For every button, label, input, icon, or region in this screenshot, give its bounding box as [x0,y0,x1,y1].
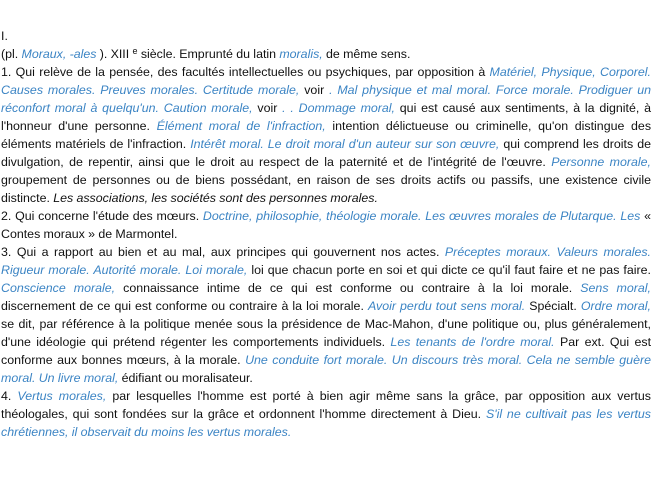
definition-text: qui est causé aux sentiments, à la dignité, à l'honneur d'une personne. [1,101,651,133]
example-text: Intérêt moral. Le droit moral d'un auteur sur son œuvre, [190,137,500,151]
definition-text: Spécialt. [525,299,581,313]
etymology-text: siècle. Emprunté du latin [140,47,277,61]
example-text: S'il ne cultivait pas les vertus chrétiennes, il observait du moins les vertus morales. [1,407,651,439]
dictionary-entry [1,27,651,441]
definition-text: connaissance intime de ce qui est conforme ou contraire à la loi morale. [115,281,581,295]
etymology-century: ). XIII [99,47,130,61]
definition-text: qui comprend les droits de divulgation, de repentir, ainsi que le droit au respect de la paternité et de l'intégrité de l'œuvre. [1,137,651,169]
definition-text: voir [252,101,283,115]
example-text: Ordre moral, [580,299,652,313]
definition-text: « Contes moraux » de Marmontel. [1,209,651,241]
definition-text: édifiant ou moralisateur. [118,371,253,385]
definition-text: par lesquelles l'homme est porté à bien agir même sans la grâce, par opposition aux vertus théologales, qui sont fondées sur la grâce et ordonnent l'homme directement à Dieu. [1,389,651,421]
definition-text: 3. Qui a rapport au bien et au mal, aux principes qui gouvernent nos actes. [1,245,445,259]
example-text: Vertus morales, [17,389,107,403]
example-text: Les associations, les sociétés sont des personnes morales. [53,191,378,205]
etymology-example: Moraux, -ales [21,47,97,61]
definition-text: loi que chacun porte en soi et qui dicte ce qu'il faut faire et ne pas faire. [247,263,651,277]
definition-text: 2. Qui concerne l'étude des mœurs. [1,209,203,223]
sense-4 [1,387,651,441]
etymology-open: (pl. [1,47,19,61]
example-text: Personne morale, [551,155,651,169]
sense-3 [1,243,651,387]
definition-text: voir [299,83,330,97]
etymology-century-sup: e [132,46,138,56]
definition-text: discernement de ce qui est conforme ou contraire à la loi morale. [1,299,368,313]
etymology-line [1,45,651,63]
etymology-end: de même sens. [326,47,411,61]
definition-text: groupement de personnes ou de biens possédant, en raison de ses droits actifs ou passifs, une existence civile distincte. [1,173,651,205]
example-text: Matériel, Physique, Corporel. Causes morales. Preuves morales. Certitude morale, [1,65,651,97]
example-text: Une conduite fort morale. Un discours très moral. Cela ne semble guère moral. Un livre moral, [1,353,651,385]
example-text: Préceptes moraux. Valeurs morales. Rigueur morale. Autorité morale. Loi morale, [1,245,651,277]
definition-text: Par ext. Qui est conforme aux bonnes mœurs, à la morale. [1,335,652,367]
definition-text: intention délictueuse ou criminelle, qu'on distingue des éléments matériels de l'infraction. [1,119,652,151]
sense-2 [1,207,651,243]
example-text: . Mal physique et mal moral. Force morale. Prodiguer un réconfort moral à quelqu'un. Caution morale, [1,83,652,115]
example-text: Les tenants de l'ordre moral. [390,335,555,349]
example-text: Doctrine, philosophie, théologie morale. Les œuvres morales de Plutarque. Les [202,209,641,223]
example-text: . . Dommage moral, [282,101,395,115]
definition-text: 4. [1,389,18,403]
senses-list [1,63,651,441]
example-text: Sens moral, [580,281,651,295]
etymology-latin: moralis, [279,47,323,61]
definition-text: 1. Qui relève de la pensée, des facultés intellectuelles ou psychiques, par opposition à [1,65,490,79]
example-text: Conscience morale, [1,281,116,295]
definition-text: se dit, par référence à la politique menée sous la présidence de Mac-Mahon, d'une politique ou, plus généralement, d'une idéologie qui prétend régenter les comportements individuels. [1,317,651,349]
example-text: Élément moral de l'infraction, [156,119,326,133]
example-text: Avoir perdu tout sens moral. [367,299,526,313]
entry-label: I. [1,29,8,43]
sense-1 [1,63,651,207]
